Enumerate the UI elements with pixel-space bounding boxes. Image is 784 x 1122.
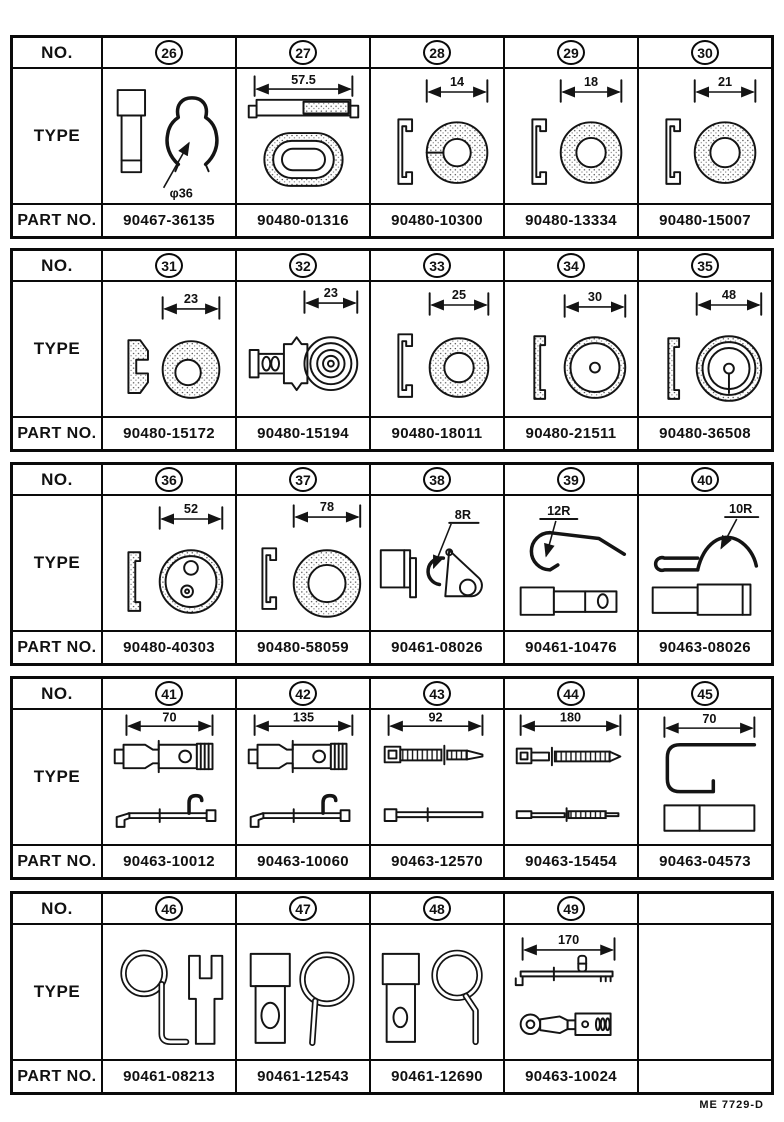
col-49-number: 49: [503, 894, 637, 923]
col-35-number: 35: [637, 251, 771, 280]
part-41-part-no: 90463-10012: [123, 853, 215, 870]
part-no-header: PART NO.: [17, 638, 97, 656]
no-header: NO.: [41, 42, 73, 62]
part-46-part-no: 90461-08213: [123, 1068, 215, 1085]
grommet-ring-icon: [103, 496, 235, 630]
svg-text:180: 180: [559, 710, 582, 725]
col-38-number: 38: [369, 465, 503, 494]
svg-text:23: 23: [183, 291, 199, 307]
col-41-number: 41: [101, 679, 235, 708]
col-33-number: 33: [369, 251, 503, 280]
j-hook-icon: [639, 710, 771, 844]
grommet-ring-icon: [505, 69, 637, 203]
type-header: TYPE: [33, 339, 81, 358]
col-31-number: 31: [101, 251, 235, 280]
part-no-header: PART NO.: [17, 211, 97, 229]
part-32-drawing: [235, 282, 369, 416]
part-31-part-no: 90480-15172: [123, 425, 215, 442]
part-38-drawing: [369, 496, 503, 630]
clamp-with-ring-icon: [237, 925, 369, 1059]
clamp-with-ring-icon: [371, 925, 503, 1059]
type-header: TYPE: [33, 982, 81, 1001]
rod-and-terminal-icon: [505, 925, 637, 1059]
part-28-part-no: 90480-10300: [391, 212, 483, 229]
part-37-part-no: 90480-58059: [257, 639, 349, 656]
no-header: NO.: [41, 469, 73, 489]
part-33-drawing: [369, 282, 503, 416]
part-45-drawing: [637, 710, 771, 844]
part-26-part-no: 90467-36135: [123, 212, 215, 229]
col-44-number: 44: [503, 679, 637, 708]
no-header: NO.: [41, 898, 73, 918]
parts-table-4: [10, 676, 774, 880]
part-40-drawing: [637, 496, 771, 630]
svg-text:48: 48: [721, 287, 737, 303]
svg-text:30: 30: [587, 289, 603, 305]
part-empty-drawing: [637, 925, 771, 1059]
grommet-ring-icon: [639, 69, 771, 203]
part-39-part-no: 90461-10476: [525, 639, 617, 656]
part-36-drawing: [101, 496, 235, 630]
part-35-drawing: [637, 282, 771, 416]
col-36-number: 36: [101, 465, 235, 494]
parts-table-5: [10, 891, 774, 1095]
retainer-grommet-icon: [237, 282, 369, 416]
harness-clamp-icon: [103, 710, 235, 844]
svg-text:8R: 8R: [454, 507, 472, 522]
svg-text:92: 92: [428, 710, 443, 725]
part-40-part-no: 90463-08026: [659, 639, 751, 656]
col-46-number: 46: [101, 894, 235, 923]
part-28-drawing: [369, 69, 503, 203]
part-no-header: PART NO.: [17, 1067, 97, 1085]
parts-table-2: [10, 248, 774, 452]
parts-table-3: [10, 462, 774, 666]
col-45-number: 45: [637, 679, 771, 708]
part-47-part-no: 90461-12543: [257, 1068, 349, 1085]
part-48-drawing: [369, 925, 503, 1059]
svg-text:12R: 12R: [547, 503, 571, 519]
cable-tie-icon: [505, 710, 637, 844]
harness-clamp-icon: [237, 710, 369, 844]
hook-and-sleeve-icon: [639, 496, 771, 630]
svg-text:70: 70: [702, 711, 717, 727]
part-37-drawing: [235, 496, 369, 630]
part-27-drawing: [235, 69, 369, 203]
svg-text:135: 135: [292, 710, 315, 725]
cable-tie-icon: [371, 710, 503, 844]
col-37-number: 37: [235, 465, 369, 494]
part-32-part-no: 90480-15194: [257, 425, 349, 442]
part-45-part-no: 90463-04573: [659, 853, 751, 870]
grommet-ring-icon: [371, 69, 503, 203]
col-empty-number: [637, 894, 771, 923]
svg-text:18: 18: [583, 74, 599, 90]
svg-text:170: 170: [557, 932, 580, 948]
svg-text:78: 78: [319, 499, 335, 515]
svg-text:φ36: φ36: [169, 185, 193, 201]
part-29-part-no: 90480-13334: [525, 212, 617, 229]
type-header: TYPE: [33, 126, 81, 145]
part-35-part-no: 90480-36508: [659, 425, 751, 442]
col-47-number: 47: [235, 894, 369, 923]
svg-text:10R: 10R: [729, 501, 753, 517]
svg-text:25: 25: [451, 287, 467, 303]
type-header: TYPE: [33, 767, 81, 786]
part-49-drawing: [503, 925, 637, 1059]
grommet-ring-icon: [371, 282, 503, 416]
type-header: TYPE: [33, 553, 81, 572]
grommet-ring-icon: [103, 282, 235, 416]
part-44-part-no: 90463-15454: [525, 853, 617, 870]
part-34-part-no: 90480-21511: [525, 425, 617, 442]
hook-clamp-icon: [371, 496, 503, 630]
grommet-ring-icon: [237, 496, 369, 630]
col-48-number: 48: [369, 894, 503, 923]
col-32-number: 32: [235, 251, 369, 280]
grommet-ring-icon: [505, 282, 637, 416]
col-39-number: 39: [503, 465, 637, 494]
grommet-ring-icon: [639, 282, 771, 416]
part-44-drawing: [503, 710, 637, 844]
part-38-part-no: 90461-08026: [391, 639, 483, 656]
part-31-drawing: [101, 282, 235, 416]
part-29-drawing: [503, 69, 637, 203]
svg-text:52: 52: [183, 501, 199, 517]
part-26-drawing: [101, 69, 235, 203]
hook-and-sleeve-icon: [505, 496, 637, 630]
part-47-drawing: [235, 925, 369, 1059]
part-48-part-no: 90461-12690: [391, 1068, 483, 1085]
part-46-drawing: [101, 925, 235, 1059]
part-no-header: PART NO.: [17, 424, 97, 442]
no-header: NO.: [41, 255, 73, 275]
col-42-number: 42: [235, 679, 369, 708]
col-27-number: 27: [235, 38, 369, 67]
svg-text:23: 23: [323, 285, 338, 301]
part-36-part-no: 90480-40303: [123, 639, 215, 656]
oval-grommet-icon: [237, 69, 369, 203]
p-clamp-and-fork-icon: [103, 925, 235, 1059]
doc-code: ME 7729-D: [699, 1099, 764, 1111]
part-41-drawing: [101, 710, 235, 844]
part-27-part-no: 90480-01316: [257, 212, 349, 229]
col-43-number: 43: [369, 679, 503, 708]
clip-and-pin-icon: [103, 69, 235, 203]
svg-text:21: 21: [717, 74, 733, 90]
col-26-number: 26: [101, 38, 235, 67]
part-42-part-no: 90463-10060: [257, 853, 349, 870]
svg-text:57.5: 57.5: [291, 72, 316, 88]
part-39-drawing: [503, 496, 637, 630]
part-no-header: PART NO.: [17, 852, 97, 870]
part-49-part-no: 90463-10024: [525, 1068, 617, 1085]
part-30-part-no: 90480-15007: [659, 212, 751, 229]
svg-text:14: 14: [449, 74, 465, 90]
part-33-part-no: 90480-18011: [391, 425, 483, 442]
part-42-drawing: [235, 710, 369, 844]
part-43-part-no: 90463-12570: [391, 853, 483, 870]
parts-table-1: [10, 35, 774, 239]
col-28-number: 28: [369, 38, 503, 67]
col-30-number: 30: [637, 38, 771, 67]
part-34-drawing: [503, 282, 637, 416]
no-header: NO.: [41, 683, 73, 703]
part-30-drawing: [637, 69, 771, 203]
col-29-number: 29: [503, 38, 637, 67]
svg-text:70: 70: [162, 710, 177, 725]
part-43-drawing: [369, 710, 503, 844]
col-34-number: 34: [503, 251, 637, 280]
col-40-number: 40: [637, 465, 771, 494]
